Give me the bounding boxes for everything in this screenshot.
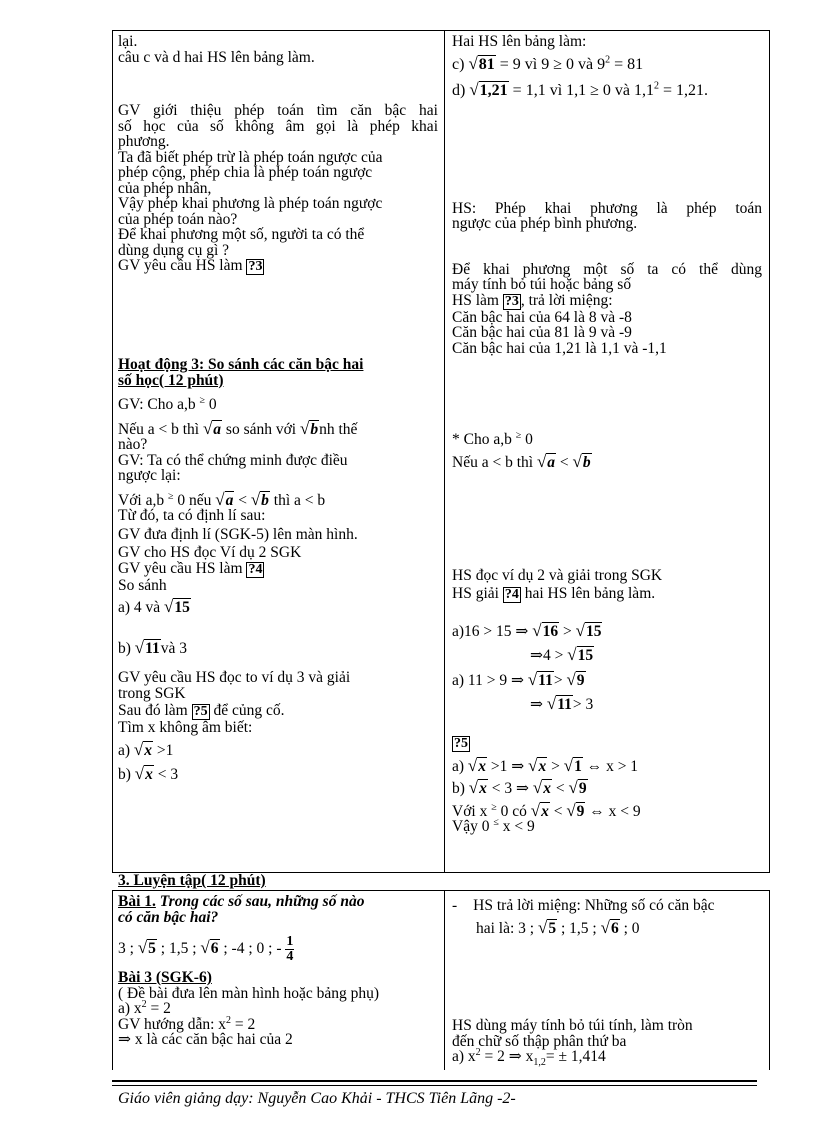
text-line: HS làm ?3 , trả lời miệng: — [452, 291, 613, 309]
text-line: Vậy phép khai phương là phép toán ngược — [118, 195, 383, 212]
sqrt-expr: √1,21 — [469, 80, 508, 99]
text-line: số học của số không âm gọi là phép khai — [118, 117, 438, 135]
text-line: So sánh — [118, 576, 167, 594]
question-box: ?4 — [504, 586, 519, 602]
math-line: ⇒ √11> 3 — [530, 694, 594, 713]
question-box: ?3 — [504, 293, 519, 309]
math-line: d) √1,21 = 1,1 vì 1,1 ≥ 0 và $1,1^2 = 1,21$. — [452, 80, 709, 99]
section-title: Hoạt động 3: So sánh các căn bậc hai — [118, 356, 364, 373]
sqrt-expr: √81 — [468, 53, 495, 73]
exercise-line: ( Đề bài đưa lên màn hình hoặc bảng phụ) — [118, 984, 380, 1002]
table-divider — [444, 890, 445, 1070]
math-line: a) √x >1 ⇒ √x > √1 ⇔ x > 1 — [452, 755, 639, 775]
exercise-line: Bài 1. Trong các số sau, những số nào — [118, 893, 365, 910]
answer-line: - HS trả lời miệng: Những số có căn bậc — [452, 897, 715, 914]
answer-line: HS dùng máy tính bỏ túi tính, làm tròn — [452, 1017, 693, 1034]
answer-line: đến chữ số thập phân thứ ba — [452, 1032, 627, 1050]
math-line: Nếu a < b thì √a so sánh với √bnh thế — [118, 418, 358, 438]
text-line: * Cho a,b ≥ 0 — [452, 429, 533, 448]
exercise-line: Bài 3 (SGK-6) — [118, 969, 212, 986]
math-line: a) √x >1 — [118, 739, 174, 759]
page-footer: Giáo viên giảng dạy: Nguyễn Cao Khải - THCS Tiên Lãng -2- — [118, 1090, 516, 1107]
text-line: GV giới thiệu phép toán tìm căn bậc hai — [118, 102, 438, 119]
text-line: Căn bậc hai của 64 là 8 và -8 — [452, 308, 632, 326]
exercise-right — [452, 897, 764, 1069]
math-line: Nếu a < b thì √a < √b — [452, 451, 591, 471]
math-line: a) 4 và √15 — [118, 597, 190, 616]
math-line: b) √11và 3 — [118, 637, 188, 657]
text-line: HS đọc ví dụ 2 và giải trong SGK — [452, 567, 663, 584]
section-heading — [118, 873, 438, 889]
text-line: Từ đó, ta có định lí sau: — [118, 507, 266, 524]
math-line: a)16 > 15 ⇒ √16 > √15 — [452, 620, 602, 640]
section-title: số học( 12 phút) — [118, 371, 224, 389]
text-line — [452, 735, 762, 752]
text-line: GV: Ta có thể chứng minh được điều — [118, 451, 348, 469]
exercise-line: có căn bậc hai? — [118, 908, 219, 926]
exercise-left — [118, 894, 438, 1048]
text-line: phép cộng, phép chia là phép toán ngược — [118, 164, 373, 181]
exercise-line: ⇒ x là các căn bậc hai của 2 — [118, 1031, 293, 1048]
math-line: c) √81 = 9 vì 9 ≥ 0 và $9^2 = 81$ — [452, 53, 644, 73]
text-line: HS giải ?4 hai HS lên bảng làm. — [452, 584, 656, 602]
text-line: Để khai phương một số ta có thể dùng — [452, 260, 762, 278]
text-line: GV yêu cầu HS làm ?3 — [118, 257, 263, 274]
text-line: phương. — [118, 133, 170, 150]
text-line: ngược lại: — [118, 467, 181, 484]
text-line: Sau đó làm ?5 để củng cố. — [118, 702, 285, 719]
text-line: lại. — [118, 33, 138, 50]
text-line: máy tính bỏ túi hoặc bảng số — [452, 276, 632, 293]
text-line: Căn bậc hai của 81 là 9 và -9 — [452, 324, 632, 341]
question-box: ?4 — [248, 561, 263, 577]
text-line: trong SGK — [118, 684, 186, 702]
math-line: Với x ≥ 0 có √x < √9 ⇔ x < 9 — [452, 800, 641, 820]
text-line: GV đưa định lí (SGK-5) lên màn hình. — [118, 525, 358, 543]
left-column-top — [118, 34, 438, 275]
left-column-bottom — [118, 394, 438, 783]
text-line: dùng dụng cụ gì ? — [118, 241, 230, 259]
math-line: Với a,b ≥ 0 nếu √a < √b thì a < b — [118, 489, 326, 509]
text-line: HS: Phép khai phương là phép toán — [452, 199, 762, 217]
text-line: Căn bậc hai của 1,21 là 1,1 và -1,1 — [452, 339, 667, 357]
exercise-line: GV hướng dẫn: $x^2 = 2$ — [118, 1014, 256, 1033]
math-line: ⇒4 > √15 — [530, 645, 594, 664]
text-line: GV yêu cầu HS làm ?4 — [118, 559, 263, 577]
text-line: nào? — [118, 436, 148, 453]
math-line: b) √x < 3 ⇒ √x < √9 — [452, 778, 587, 797]
text-line: của phép nhân, — [118, 179, 212, 197]
answer-line: a) $x^2 = 2$ ⇒ $x_{1,2}= \pm 1,414$ — [452, 1046, 606, 1069]
footer-rule — [112, 1085, 757, 1086]
table-divider — [444, 30, 445, 873]
right-column-top — [452, 34, 762, 356]
text-line: Ta đã biết phép trừ là phép toán ngược của — [118, 148, 383, 166]
text-line: của phép toán nào? — [118, 210, 238, 228]
text-line: GV: Cho a,b ≥ 0 — [118, 394, 217, 413]
math-line: a) 11 > 9 ⇒ √11> √9 — [452, 669, 585, 689]
math-line: b) √x < 3 — [118, 764, 179, 783]
question-box: ?3 — [248, 259, 263, 274]
right-column-bottom — [452, 429, 762, 835]
text-line: Tìm x không âm biết: — [118, 719, 253, 736]
footer-rule — [112, 1080, 757, 1082]
text-line: Vậy 0 ≤ x < 9 — [452, 816, 535, 835]
text-line: GV yêu cầu HS đọc to ví dụ 3 và giải — [118, 669, 351, 686]
question-box: ?5 — [454, 735, 468, 751]
text-line: câu c và d hai HS lên bảng làm. — [118, 48, 315, 66]
exercise-line: a) $x^2 = 2$ — [118, 998, 171, 1017]
math-line: 3 ; √5 ; 1,5 ; √6 ; -4 ; 0 ; - $\frac{1}{4}$ — [118, 934, 294, 964]
text-line: ngược của phép bình phương. — [452, 215, 638, 232]
text-line: GV cho HS đọc Ví dụ 2 SGK — [118, 544, 302, 561]
text-line: Để khai phương một số, người ta có thể — [118, 226, 365, 243]
text-line: Hai HS lên bảng làm: — [452, 33, 587, 50]
section-heading — [118, 357, 438, 388]
section-title: 3. Luyện tập( 12 phút) — [118, 872, 266, 889]
fraction: $\frac{1}{4}$ — [286, 934, 294, 964]
math-line: hai là: 3 ; √5 ; 1,5 ; √6 ; 0 — [476, 917, 640, 937]
question-box: ?5 — [193, 704, 208, 719]
